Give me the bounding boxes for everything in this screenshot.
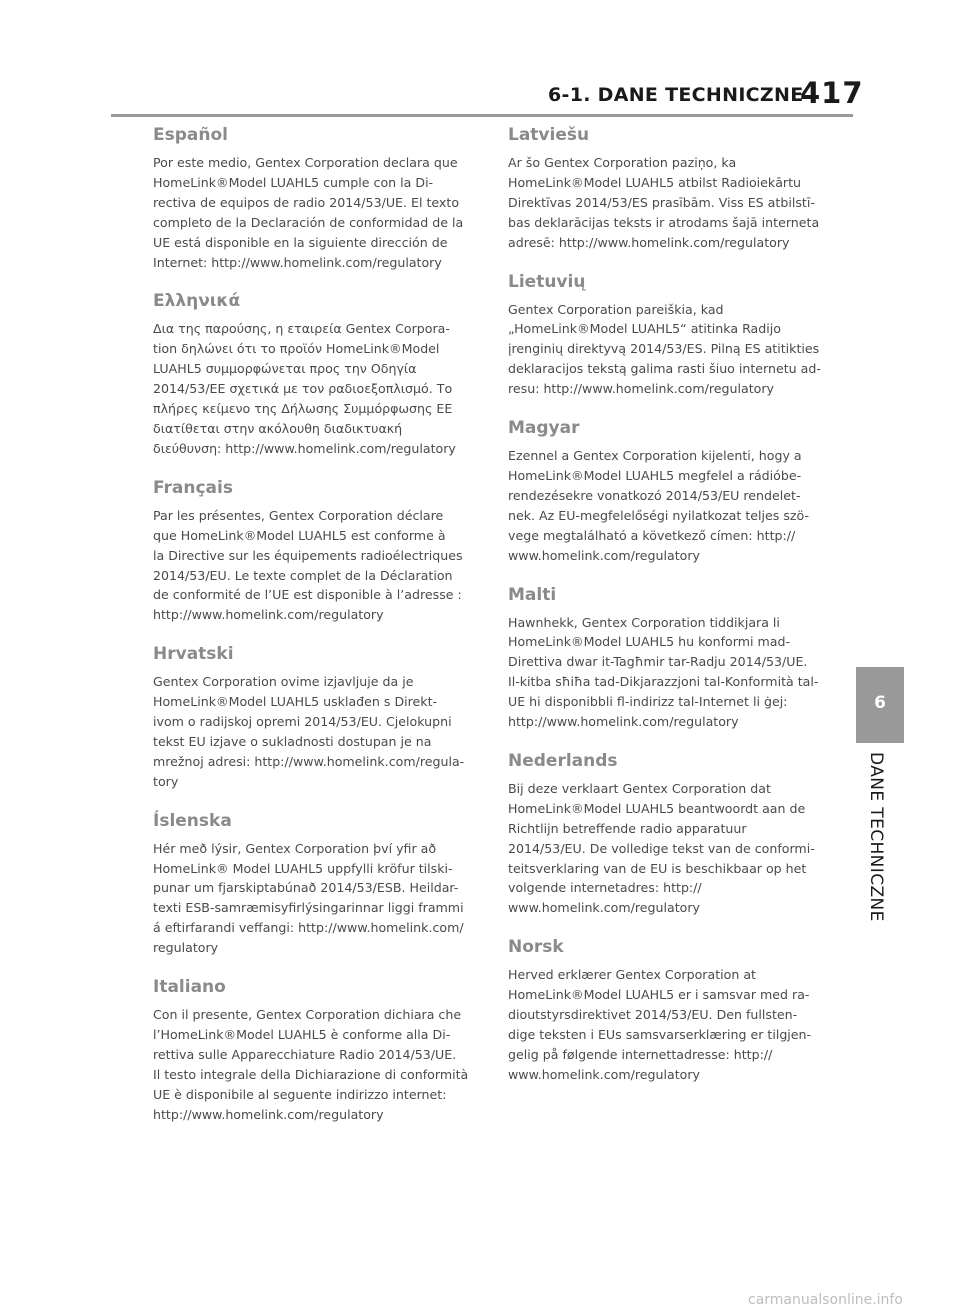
- header-divider: [111, 114, 853, 117]
- section-norsk: [508, 936, 833, 1084]
- section-heading: Norsk: [508, 937, 564, 958]
- section-heading: Íslenska: [153, 810, 232, 831]
- section-ellinika: [153, 290, 478, 458]
- section-francais: [153, 477, 478, 625]
- chapter-tab-label: DANE TECHNICZNE: [866, 752, 886, 922]
- section-heading: Latviešu: [508, 125, 590, 145]
- section-heading: Magyar: [508, 418, 580, 439]
- chapter-tab-number: 6: [874, 693, 886, 713]
- section-body: Hawnhekk, Gentex Corporation tiddikjara li HomeLink®Model LUAHL5 hu konformi mad- Direttiva dwar it-Tagħmir tar-Radju 2014/53/UE. Il-kitba sħiħa tad-Dikjarazzjoni tal-Konformità tal- UE hi disponibbli fl-indirizz tal-Internet li ġej: http://www.homelink.com/regulatory: [508, 614, 819, 730]
- section-heading: Malti: [508, 584, 557, 605]
- section-body: Gentex Corporation pareiškia, kad „HomeLink®Model LUAHL5“ atitinka Radijo įrenginių direktyvą 2014/53/ES. Pilną ES atitikties deklaracijos tekstą galima rasti šiuo internetu ad- resu: http://www.homelink.com/regulatory: [508, 301, 821, 397]
- section-heading: Ελληνικά: [153, 291, 241, 312]
- section-body: Por este medio, Gentex Corporation declara que HomeLink®Model LUAHL5 cumple con la Di- rectiva de equipos de radio 2014/53/UE. El texto completo de la Declaración de conformidad de la UE está disponible en la siguiente dirección de Internet: http://www.homelink.com/regulatory: [153, 155, 464, 270]
- section-body: Gentex Corporation ovime izjavljuje da je HomeLink®Model LUAHL5 usklađen s Direkt- ivom o radijskoj opremi 2014/53/EU. Cjelokupni tekst EU izjave o sukladnosti dostupan je na mrežnoj adresi: http://www.homelink.com/regula- tory: [153, 674, 465, 789]
- section-body: Herved erklærer Gentex Corporation at HomeLink®Model LUAHL5 er i samsvar med ra- dioutstyrsdirektivet 2014/53/EU. Den fullsten- dige teksten i EUs samsvarserklæring er tilgjen- gelig på følgende internettadresse: http:// www.homelink.com/regulatory: [508, 967, 812, 1082]
- section-body: Δια της παρούσης, η εταιρεία Gentex Corpora- tion δηλώνει ότι το προϊόν HomeLink®Model LUAHL5 συμμορφώνεται προς την Οδηγία 2014/53/ΕΕ σχετικά με τον ραδιοεξοπλισμό. Το πλήρες κείμενο της Δήλωσης Συμμόρφωσης ΕΕ διατίθεται στην ακόλουθη διαδικτυακή διεύθυνση: http://www.homelink.com/regulatory: [153, 321, 456, 456]
- section-body: Ezennel a Gentex Corporation kijelenti, hogy a HomeLink®Model LUAHL5 megfelel a rádióbe- rendezésekre vonatkozó 2014/53/EU rendelet- nek. Az EU-megfelelőségi nyilatkozat teljes szö- vege megtalálható a következő címen: http:// www.homelink.com/regulatory: [508, 448, 809, 563]
- section-body: Bij deze verklaart Gentex Corporation dat HomeLink®Model LUAHL5 beantwoordt aan de Richtlijn betreffende radio apparatuur 2014/53/EU. De volledige tekst van de conformi- teitsverklaring van de EU is beschikbaar op het volgende internetadres: http:// www.homelink.com/regulatory: [508, 780, 815, 916]
- section-espanol: [153, 124, 478, 272]
- section-heading: Lietuvių: [508, 271, 586, 292]
- section-heading: Español: [153, 125, 228, 145]
- chapter-tab: [856, 667, 904, 743]
- section-latviesu: [508, 124, 833, 253]
- section-nederlands: [508, 750, 833, 918]
- section-body: Con il presente, Gentex Corporation dichiara che l’HomeLink®Model LUAHL5 è conforme alla Di- rettiva sulle Apparecchiature Radio 2014/53/UE. Il testo integrale della Dichiarazione di conformità UE è disponibile al seguente indirizzo internet: http://www.homelink.com/regulatory: [153, 1007, 469, 1122]
- section-malti: [508, 584, 833, 732]
- page-number: 417: [800, 76, 864, 110]
- section-italiano: [153, 976, 478, 1124]
- section-heading: Hrvatski: [153, 644, 234, 665]
- chapter-title: 6-1. DANE TECHNICZNE: [548, 84, 804, 106]
- section-heading: Nederlands: [508, 750, 618, 771]
- section-magyar: [508, 417, 833, 565]
- section-hrvatski: [153, 643, 478, 791]
- section-body: Ar šo Gentex Corporation paziņo, ka HomeLink®Model LUAHL5 atbilst Radioiekārtu Direktīvas 2014/53/ES prasībām. Viss ES atbilstī- bas deklarācijas teksts ir atrodams šajā interneta adresē: http://www.homelink.com/regulatory: [508, 155, 820, 250]
- section-heading: Français: [153, 477, 233, 498]
- section-body: Hér með lýsir, Gentex Corporation því yfir að HomeLink® Model LUAHL5 uppfylli kröfur tilski- punar um fjarskiptabúnað 2014/53/ESB. Heildar- texti ESB-samræmisyfirlýsingarinnar liggi frammi á eftirfarandi veffangi: http://www.homelink.com/ regulatory: [153, 840, 464, 956]
- section-body: Par les présentes, Gentex Corporation déclare que HomeLink®Model LUAHL5 est conforme à la Directive sur les équipements radioélectriques 2014/53/EU. Le texte complet de la Déclaration de conformité de l’UE est disponible à l’adresse : http://www.homelink.com/regulatory: [153, 507, 463, 623]
- left-column: [153, 124, 478, 1143]
- page-header: [0, 0, 960, 118]
- section-lietuviu: [508, 271, 833, 400]
- footer-watermark: carmanualsonline.info: [748, 1292, 903, 1308]
- right-column: [508, 124, 833, 1103]
- section-heading: Italiano: [153, 977, 226, 998]
- section-islenska: [153, 810, 478, 958]
